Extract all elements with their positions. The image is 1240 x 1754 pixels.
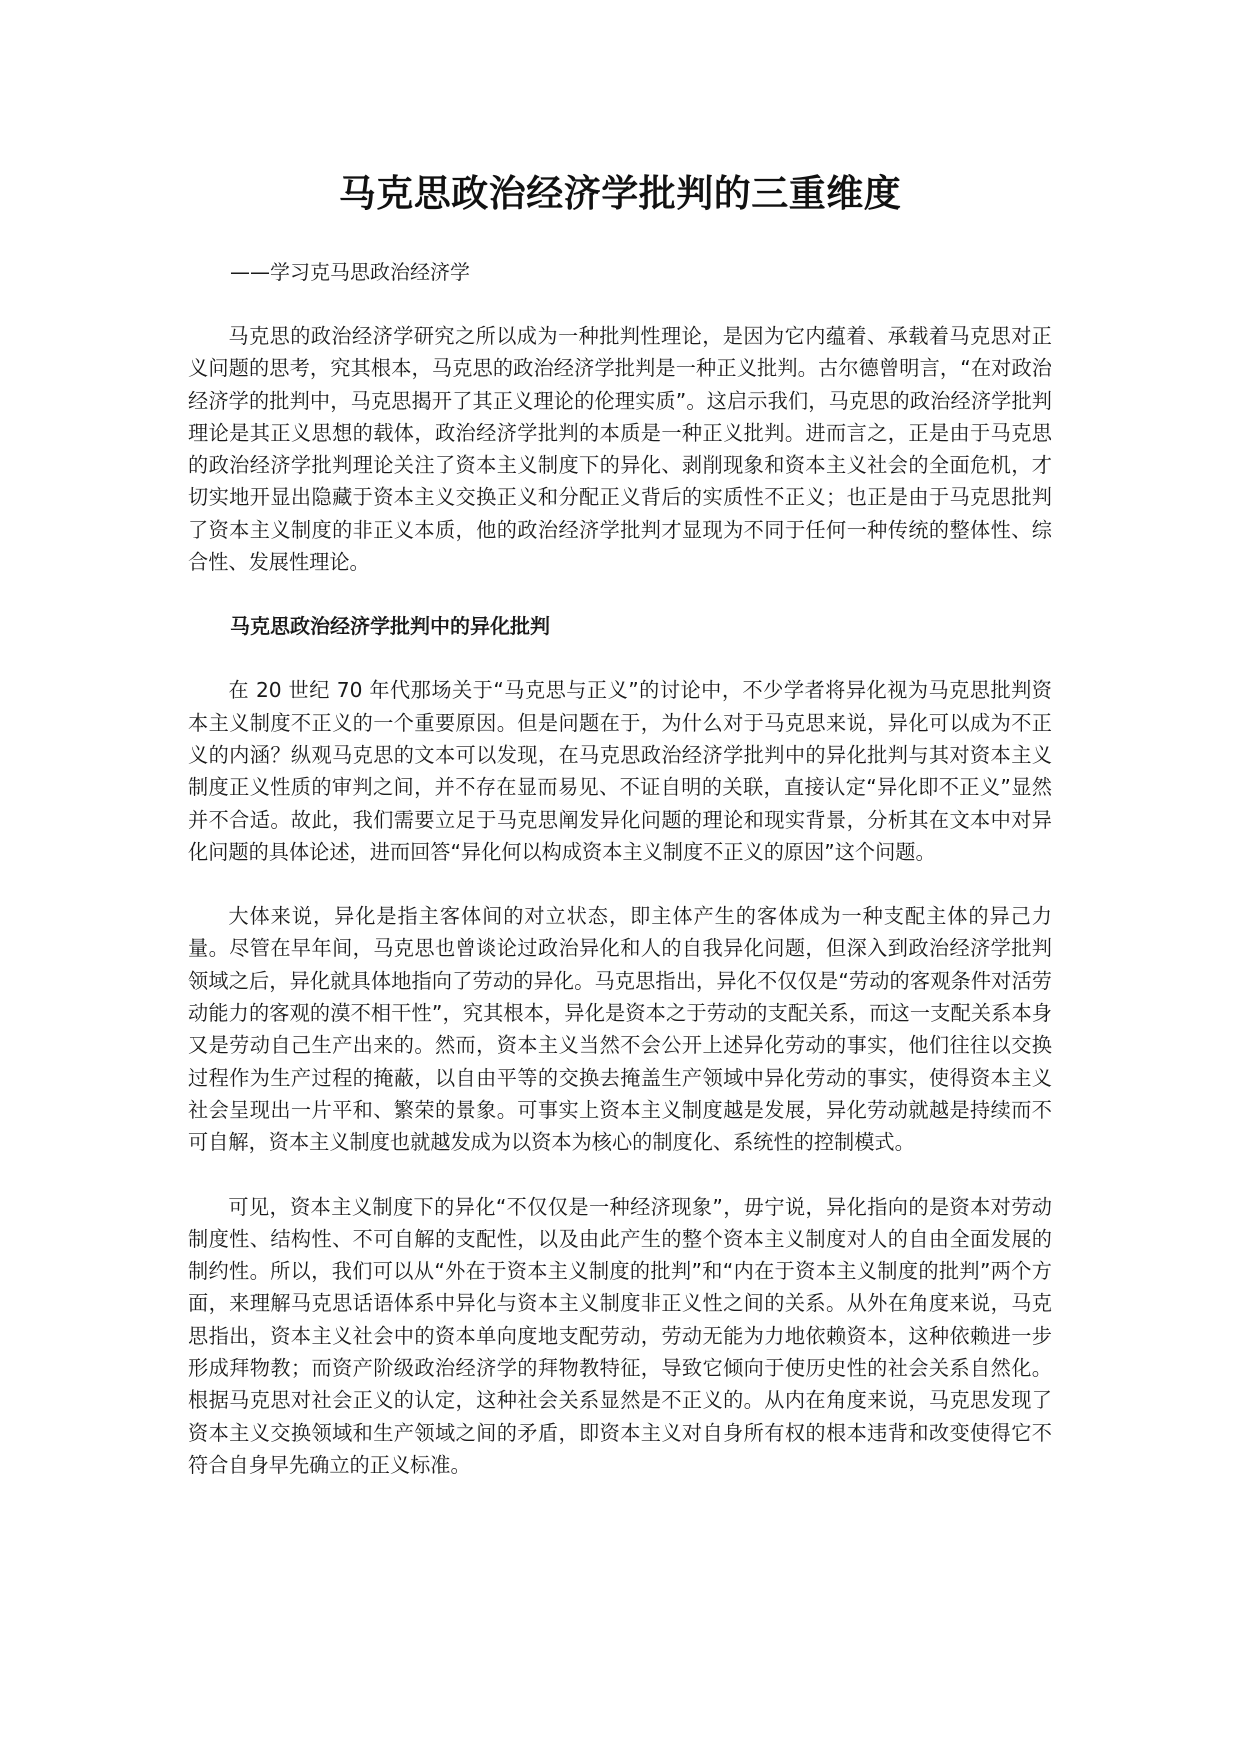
section-paragraph-3: 可见，资本主义制度下的异化“不仅仅是一种经济现象”，毋宁说，异化指向的是资本对劳动制度性、结构性、不可自解的支配性，以及由此产生的整个资本主义制度对人的自由全面发展的制约性。所以，我们可以从“外在于资本主义制度的批判”和“内在于资本主义制度的批判”两个方面，来理解马克思话语体系中异化与资本主义制度非正义性之间的关系。从外在角度来说，马克思指出，资本主义社会中的资本单向度地支配劳动，劳动无能为力地依赖资本，这种依赖进一步形成拜物教；而资产阶级政治经济学的拜物教特征，导致它倾向于使历史性的社会关系自然化。根据马克思对社会正义的认定，这种社会关系显然是不正义的。从内在角度来说，马克思发现了资本主义交换领域和生产领域之间的矛盾，即资本主义对自身所有权的根本违背和改变使得它不符合自身早先确立的正义标准。	[188, 1194, 1052, 1477]
section-paragraph-2: 大体来说，异化是指主客体间的对立状态，即主体产生的客体成为一种支配主体的异己力量。尽管在早年间，马克思也曾谈论过政治异化和人的自我异化问题，但深入到政治经济学批判领域之后，异化就具体地指向了劳动的异化。马克思指出，异化不仅仅是“劳动的客观条件对活劳动能力的客观的漠不相干性”，究其根本，异化是资本之于劳动的支配关系，而这一支配关系本身又是劳动自己生产出来的。然而，资本主义当然不会公开上述异化劳动的事实，他们往往以交换过程作为生产过程的掩蔽，以自由平等的交换去掩盖生产领域中异化劳动的事实，使得资本主义社会呈现出一片平和、繁荣的景象。可事实上资本主义制度越是发展，异化劳动就越是持续而不可自解，资本主义制度也就越发成为以资本为核心的制度化、系统性的控制模式。	[188, 904, 1052, 1155]
document-title: 马克思政治经济学批判的三重维度	[338, 172, 902, 215]
intro-paragraph: 马克思的政治经济学研究之所以成为一种批判性理论，是因为它内蕴着、承载着马克思对正义问题的思考，究其根本，马克思的政治经济学批判是一种正义批判。古尔德曾明言，“在对政治经济学的批判中，马克思揭开了其正义理论的伦理实质”。这启示我们，马克思的政治经济学批判理论是其正义思想的载体，政治经济学批判的本质是一种正义批判。进而言之，正是由于马克思的政治经济学批判理论关注了资本主义制度下的异化、剥削现象和资本主义社会的全面危机，才切实地开显出隐藏于资本主义交换正义和分配正义背后的实质性不正义；也正是由于马克思批判了资本主义制度的非正义本质，他的政治经济学批判才显现为不同于任何一种传统的整体性、综合性、发展性理论。	[188, 324, 1052, 575]
section-paragraph-1: 在 20 世纪 70 年代那场关于“马克思与正义”的讨论中，不少学者将异化视为马克思批判资本主义制度不正义的一个重要原因。但是问题在于，为什么对于马克思来说，异化可以成为不正义的内涵？纵观马克思的文本可以发现，在马克思政治经济学批判中的异化批判与其对资本主义制度正义性质的审判之间，并不存在显而易见、不证自明的关联，直接认定“异化即不正义”显然并不合适。故此，我们需要立足于马克思阐发异化问题的理论和现实背景，分析其在文本中对异化问题的具体论述，进而回答“异化何以构成资本主义制度不正义的原因”这个问题。	[188, 678, 1052, 864]
section-heading: 马克思政治经济学批判中的异化批判	[230, 614, 550, 639]
document-subtitle: ——学习克马思政治经济学	[230, 260, 470, 284]
document-page	[188, 168, 1052, 1513]
